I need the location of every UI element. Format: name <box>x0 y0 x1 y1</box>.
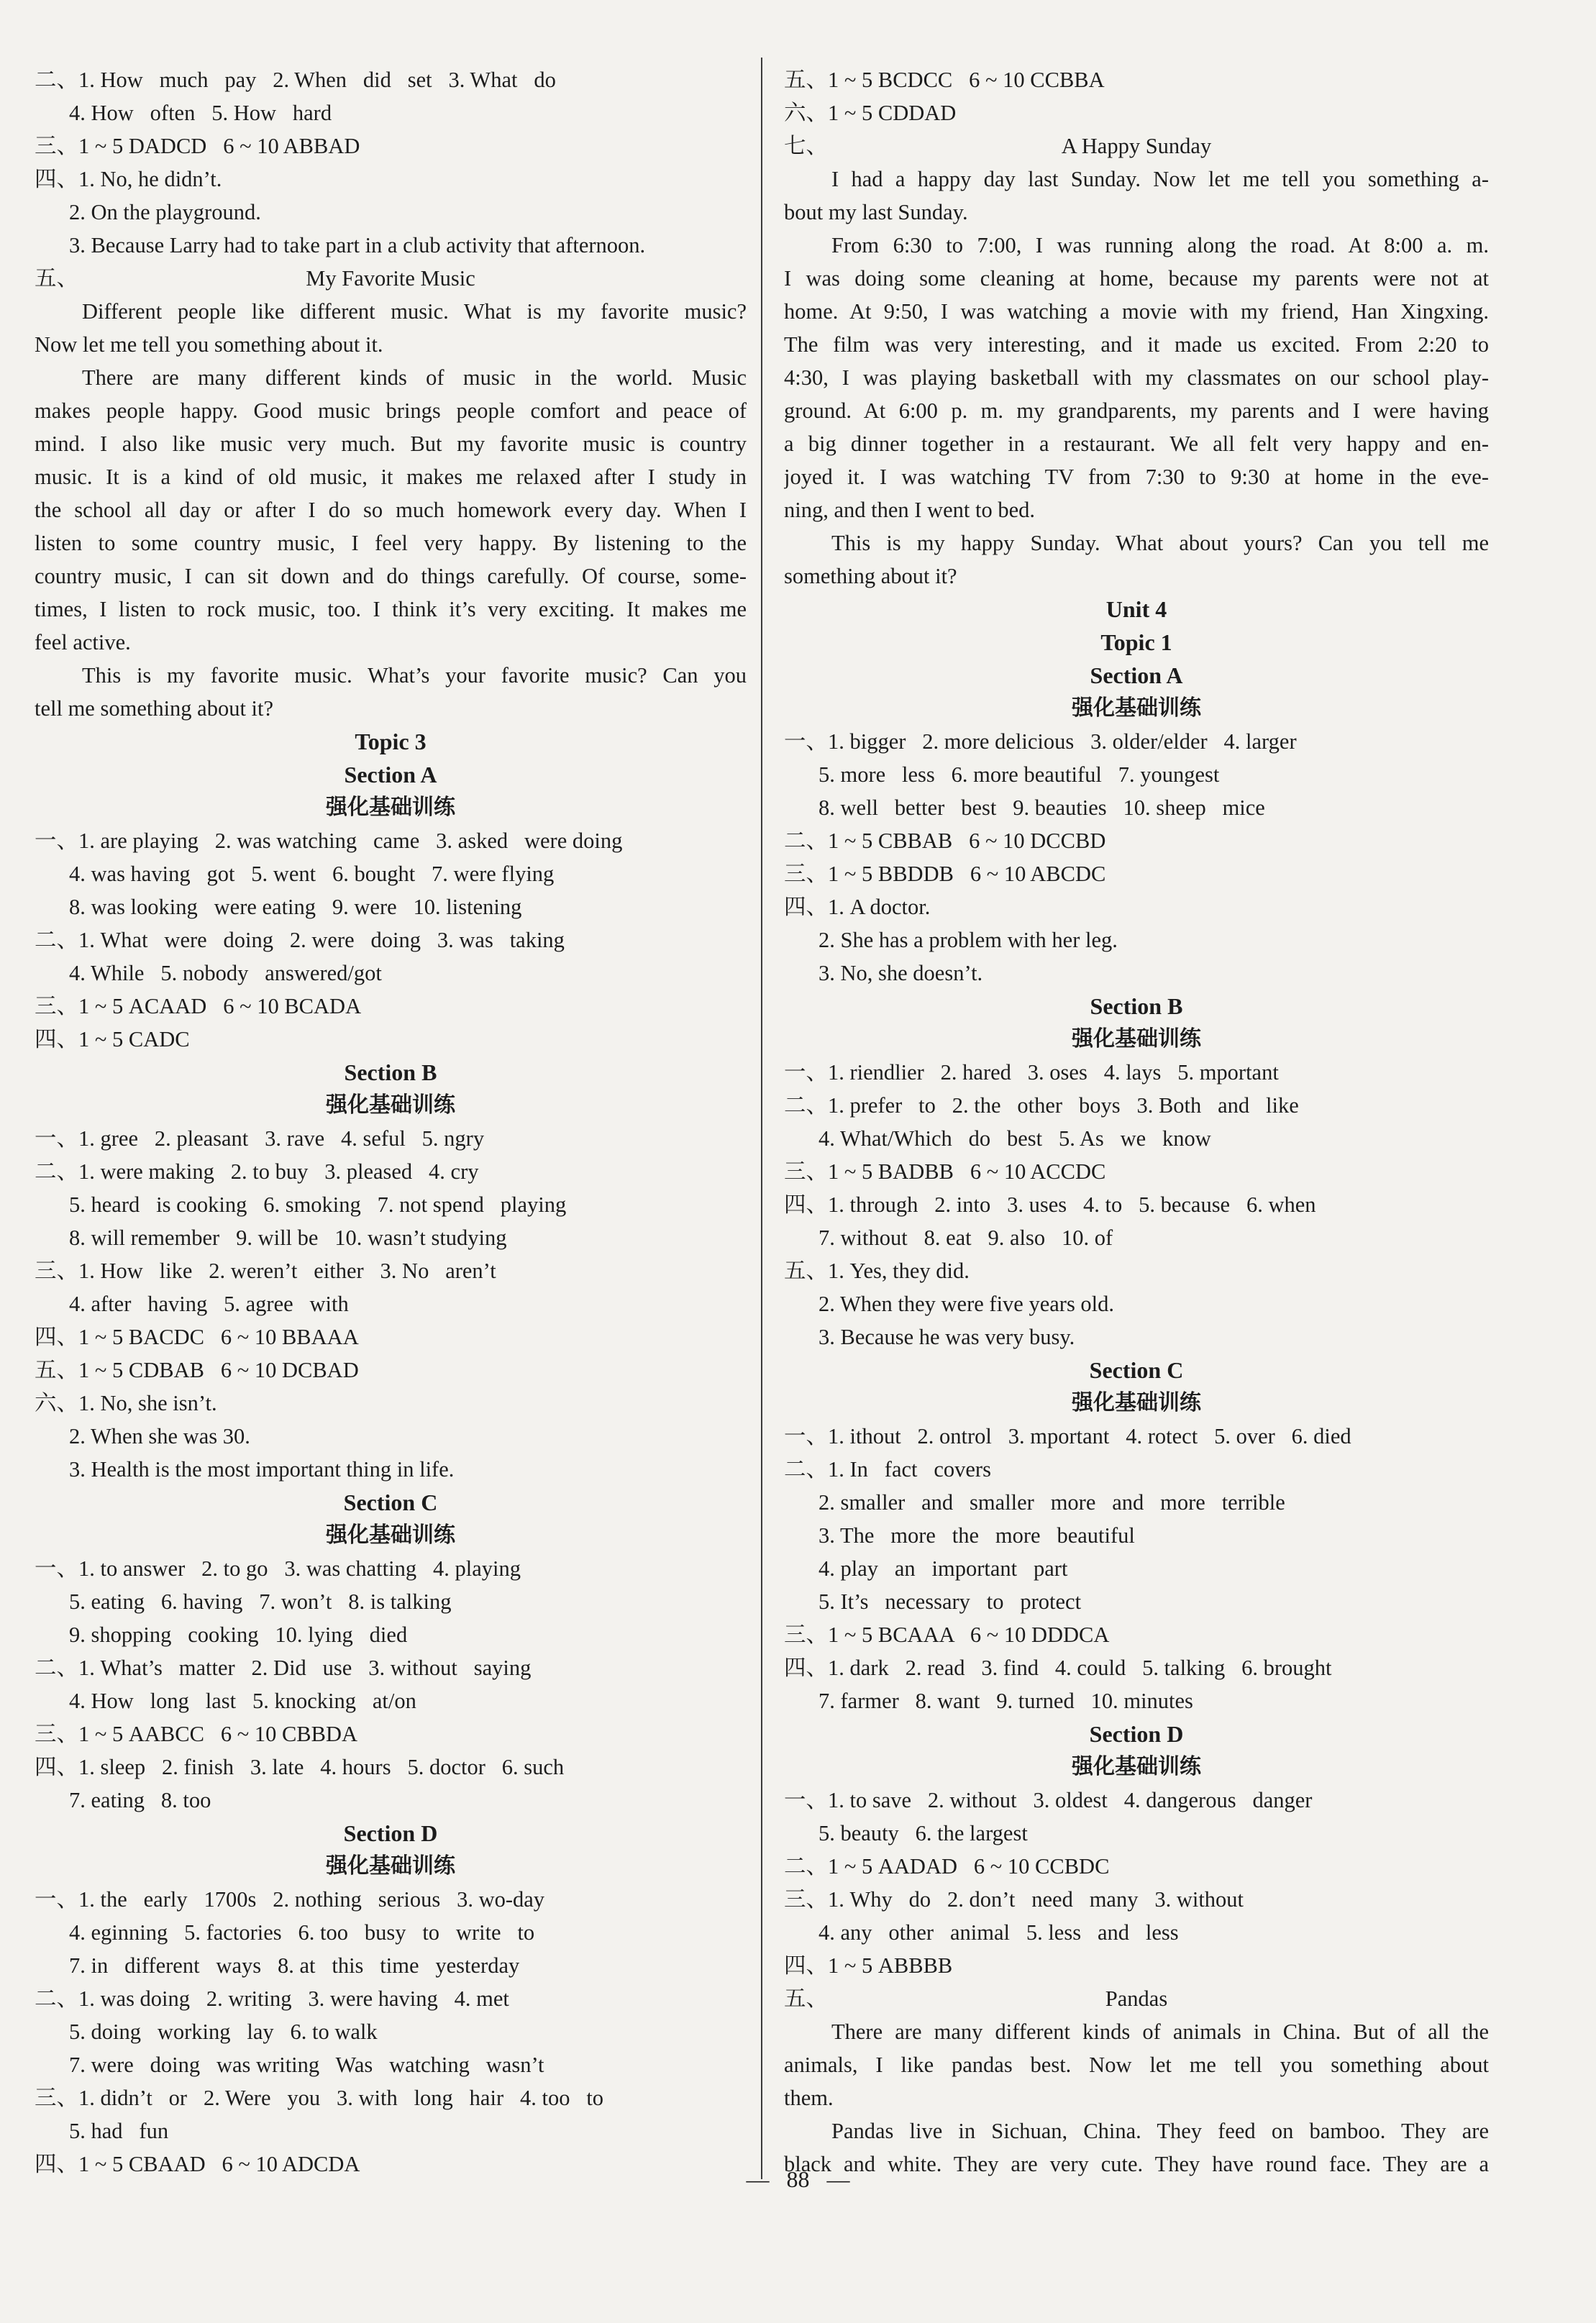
answer-line: 四、1. A doctor. <box>784 895 931 919</box>
answer-line: 一、1. gree 2. pleasant 3. rave 4. seful 5. ngry <box>35 1126 485 1151</box>
essay-title-row <box>784 129 1489 163</box>
answer-line: 7. without 8. eat 9. also 10. of <box>818 1226 1113 1250</box>
answer-line: 二、1 ~ 5 AADAD 6 ~ 10 CCBDC <box>784 1854 1110 1879</box>
section-heading: Section D <box>343 1820 438 1846</box>
answer-line: 4. While 5. nobody answered/got <box>69 961 382 985</box>
answer-line: 四、1. sleep 2. finish 3. late 4. hours 5. doctor 6. such <box>35 1755 565 1779</box>
answer-line: 4. after having 5. agree with <box>69 1292 349 1316</box>
answer-line: 三、1 ~ 5 BADBB 6 ~ 10 ACCDC <box>784 1159 1106 1184</box>
answer-line: 8. was looking were eating 9. were 10. listening <box>69 895 522 919</box>
essay-line: animals, I like pandas best. Now let me tell you something about <box>784 2053 1489 2077</box>
section-subheading: 强化基础训练 <box>1072 1754 1201 1779</box>
answer-line: 5. beauty 6. the largest <box>818 1821 1028 1845</box>
answer-line: 四、1. through 2. into 3. uses 4. to 5. because 6. when <box>784 1192 1316 1217</box>
answer-line: 3. The more the more beautiful <box>818 1523 1135 1548</box>
answer-line: 4. was having got 5. went 6. bought 7. were flying <box>69 862 555 886</box>
answer-line: 五、1 ~ 5 BCDCC 6 ~ 10 CCBBA <box>784 68 1105 92</box>
essay-line: This is my favorite music. What’s your favorite music? Can you <box>82 663 747 688</box>
section-heading: Topic 1 <box>1100 629 1172 655</box>
answer-line: 三、1. How like 2. weren’t either 3. No aren’t <box>35 1259 496 1283</box>
answer-line: 5. doing working lay 6. to walk <box>69 2019 378 2044</box>
answer-line: 六、1 ~ 5 CDDAD <box>784 101 957 125</box>
answer-line: 一、1. riendlier 2. hared 3. oses 4. lays 5. mportant <box>784 1060 1279 1085</box>
essay-line: listen to some country music, I feel very happy. By listening to the <box>35 531 747 555</box>
answer-line: 4. How long last 5. knocking at/on <box>69 1689 416 1713</box>
section-subheading: 强化基础训练 <box>1072 1390 1201 1415</box>
essay-line: ground. At 6:00 p. m. my grandparents, my parents and I were having <box>784 398 1489 423</box>
section-heading: Section B <box>344 1059 437 1085</box>
answer-line: 7. were doing was writing Was watching wasn’t <box>69 2053 544 2077</box>
answer-line: 六、1. No, she isn’t. <box>35 1391 217 1415</box>
essay-line: feel active. <box>35 630 131 654</box>
essay-line: black and white. They are very cute. They have round face. They are a <box>784 2152 1489 2176</box>
answer-line: 二、1. was doing 2. writing 3. were having 4. met <box>35 1986 509 2011</box>
answer-line: 5. had fun <box>69 2119 169 2143</box>
essay-line: bout my last Sunday. <box>784 200 968 224</box>
answer-line: 7. in different ways 8. at this time yesterday <box>69 1953 520 1978</box>
answer-line: 一、1. the early 1700s 2. nothing serious 3. wo-day <box>35 1887 545 1912</box>
section-heading: Topic 3 <box>355 729 427 754</box>
answer-line: 一、1. to save 2. without 3. oldest 4. dangerous danger <box>784 1788 1313 1812</box>
answer-line: 9. shopping cooking 10. lying died <box>69 1623 408 1647</box>
answer-line: 2. On the playground. <box>69 200 261 224</box>
essay-line: makes people happy. Good music brings people comfort and peace of <box>35 398 747 423</box>
left-column <box>35 63 747 2181</box>
answer-line: 四、1 ~ 5 ABBBB <box>784 1953 953 1978</box>
answer-line: 三、1 ~ 5 AABCC 6 ~ 10 CBBDA <box>35 1722 358 1746</box>
answer-line: 二、1. were making 2. to buy 3. pleased 4. cry <box>35 1159 479 1184</box>
answer-line: 三、1 ~ 5 BCAAA 6 ~ 10 DDDCA <box>784 1623 1110 1647</box>
right-column <box>784 63 1489 2181</box>
answer-line: 3. Health is the most important thing in life. <box>69 1457 455 1482</box>
answer-line: 四、1 ~ 5 CBAAD 6 ~ 10 ADCDA <box>35 2152 360 2176</box>
essay-line: Different people like different music. What is my favorite music? <box>82 299 747 324</box>
essay-title-row <box>784 1982 1489 2015</box>
answer-line: 3. Because he was very busy. <box>818 1325 1075 1349</box>
answer-line: 五、1 ~ 5 CDBAB 6 ~ 10 DCBAD <box>35 1358 359 1382</box>
essay-line: joyed it. I was watching TV from 7:30 to 9:30 at home in the eve- <box>784 465 1489 489</box>
question-label: 五、 <box>35 266 78 291</box>
answer-line: 4. How often 5. How hard <box>69 101 332 125</box>
answer-line: 4. What/Which do best 5. As we know <box>818 1126 1211 1151</box>
answer-line: 二、1. What were doing 2. were doing 3. was taking <box>35 928 565 952</box>
essay-line: the school all day or after I do so much homework every day. When I <box>35 498 747 522</box>
answer-line: 7. eating 8. too <box>69 1788 211 1812</box>
answer-line: 5. eating 6. having 7. won’t 8. is talking <box>69 1589 452 1614</box>
answer-line: 二、1. What’s matter 2. Did use 3. without saying <box>35 1656 532 1680</box>
answer-line: 二、1. In fact covers <box>784 1457 991 1482</box>
section-heading: Section C <box>1089 1357 1184 1383</box>
essay-line: mind. I also like music very much. But my favorite music is country <box>35 432 747 456</box>
answer-line: 四、1 ~ 5 BACDC 6 ~ 10 BBAAA <box>35 1325 359 1349</box>
section-subheading: 强化基础训练 <box>326 795 455 820</box>
essay-line: them. <box>784 2086 834 2110</box>
section-heading: Section A <box>344 762 437 788</box>
essay-line: a big dinner together in a restaurant. We all felt very happy and en- <box>784 432 1489 456</box>
section-subheading: 强化基础训练 <box>326 1092 455 1118</box>
essay-line: tell me something about it? <box>35 696 274 721</box>
essay-line: I was doing some cleaning at home, because my parents were not at <box>784 266 1489 291</box>
essay-title: A Happy Sunday <box>1061 134 1212 158</box>
answer-line: 二、1 ~ 5 CBBAB 6 ~ 10 DCCBD <box>784 829 1106 853</box>
essay-line: 4:30, I was playing basketball with my classmates on our school play- <box>784 365 1489 390</box>
answer-line: 三、1 ~ 5 ACAAD 6 ~ 10 BCADA <box>35 994 362 1018</box>
essay-line: times, I listen to rock music, too. I think it’s very exciting. It makes me <box>35 597 747 621</box>
answer-line: 三、1. Why do 2. don’t need many 3. without <box>784 1887 1244 1912</box>
essay-line: music. It is a kind of old music, it makes me relaxed after I study in <box>35 465 747 489</box>
answer-line: 四、1. dark 2. read 3. find 4. could 5. talking 6. brought <box>784 1656 1332 1680</box>
answer-line: 4. any other animal 5. less and less <box>818 1920 1179 1945</box>
essay-line: something about it? <box>784 564 957 588</box>
answer-line: 三、1 ~ 5 DADCD 6 ~ 10 ABBAD <box>35 134 360 158</box>
essay-line: From 6:30 to 7:00, I was running along the road. At 8:00 a. m. <box>831 233 1489 257</box>
answer-line: 四、1. No, he didn’t. <box>35 167 222 191</box>
answer-line: 5. heard is cooking 6. smoking 7. not spend playing <box>69 1192 567 1217</box>
section-heading: Section D <box>1089 1721 1184 1747</box>
essay-line: There are many different kinds of music in the world. Music <box>82 365 747 390</box>
answer-line: 2. When they were five years old. <box>818 1292 1115 1316</box>
answer-line: 8. well better best 9. beauties 10. sheep mice <box>818 795 1265 820</box>
answer-line: 4. play an important part <box>818 1556 1068 1581</box>
essay-line: Now let me tell you something about it. <box>35 332 383 357</box>
essay-line: I had a happy day last Sunday. Now let me tell you something a- <box>831 167 1489 191</box>
section-subheading: 强化基础训练 <box>326 1523 455 1548</box>
section-heading: Unit 4 <box>1105 596 1167 622</box>
answer-line: 五、1. Yes, they did. <box>784 1259 970 1283</box>
answer-line: 3. Because Larry had to take part in a club activity that afternoon. <box>69 233 646 257</box>
answer-line: 二、1. prefer to 2. the other boys 3. Both and like <box>784 1093 1299 1118</box>
page-number: — 88 — <box>746 2166 850 2192</box>
question-label: 七、 <box>784 134 828 158</box>
essay-line: home. At 9:50, I was watching a movie with my friend, Han Xingxing. <box>784 299 1489 324</box>
essay-title: My Favorite Music <box>306 266 475 291</box>
section-heading: Section B <box>1090 993 1183 1019</box>
essay-line: country music, I can sit down and do things carefully. Of course, some- <box>35 564 747 588</box>
section-subheading: 强化基础训练 <box>1072 1026 1201 1051</box>
answer-line: 一、1. are playing 2. was watching came 3. asked were doing <box>35 829 623 853</box>
essay-line: ning, and then I went to bed. <box>784 498 1035 522</box>
section-heading: Section A <box>1090 662 1183 688</box>
answer-line: 四、1 ~ 5 CADC <box>35 1027 190 1051</box>
answer-line: 5. It’s necessary to protect <box>818 1589 1082 1614</box>
essay-title-row <box>35 262 747 295</box>
answer-line: 2. When she was 30. <box>69 1424 250 1448</box>
answer-line: 4. eginning 5. factories 6. too busy to write to <box>69 1920 535 1945</box>
section-subheading: 强化基础训练 <box>326 1853 455 1879</box>
question-label: 五、 <box>784 1986 828 2011</box>
answer-line: 3. No, she doesn’t. <box>818 961 983 985</box>
answer-line: 5. more less 6. more beautiful 7. youngest <box>818 762 1220 787</box>
section-heading: Section C <box>343 1489 438 1515</box>
column-divider <box>761 58 762 2179</box>
answer-line: 一、1. bigger 2. more delicious 3. older/elder 4. larger <box>784 729 1297 754</box>
answer-line: 二、1. How much pay 2. When did set 3. What do <box>35 68 556 92</box>
section-subheading: 强化基础训练 <box>1072 695 1201 721</box>
essay-title: Pandas <box>1105 1986 1168 2011</box>
answer-line: 2. smaller and smaller more and more terrible <box>818 1490 1285 1515</box>
answer-line: 7. farmer 8. want 9. turned 10. minutes <box>818 1689 1193 1713</box>
answer-line: 三、1 ~ 5 BBDDB 6 ~ 10 ABCDC <box>784 862 1106 886</box>
answer-line: 2. She has a problem with her leg. <box>818 928 1118 952</box>
essay-line: Pandas live in Sichuan, China. They feed on bamboo. They are <box>831 2119 1489 2143</box>
essay-line: This is my happy Sunday. What about yours? Can you tell me <box>831 531 1489 555</box>
essay-line: There are many different kinds of animals in China. But of all the <box>831 2019 1489 2044</box>
answer-line: 一、1. to answer 2. to go 3. was chatting 4. playing <box>35 1556 521 1581</box>
essay-line: The film was very interesting, and it made us excited. From 2:20 to <box>784 332 1489 357</box>
answer-line: 三、1. didn’t or 2. Were you 3. with long hair 4. too to <box>35 2086 604 2110</box>
answer-line: 一、1. ithout 2. ontrol 3. mportant 4. rotect 5. over 6. died <box>784 1424 1351 1448</box>
answer-line: 8. will remember 9. will be 10. wasn’t studying <box>69 1226 507 1250</box>
